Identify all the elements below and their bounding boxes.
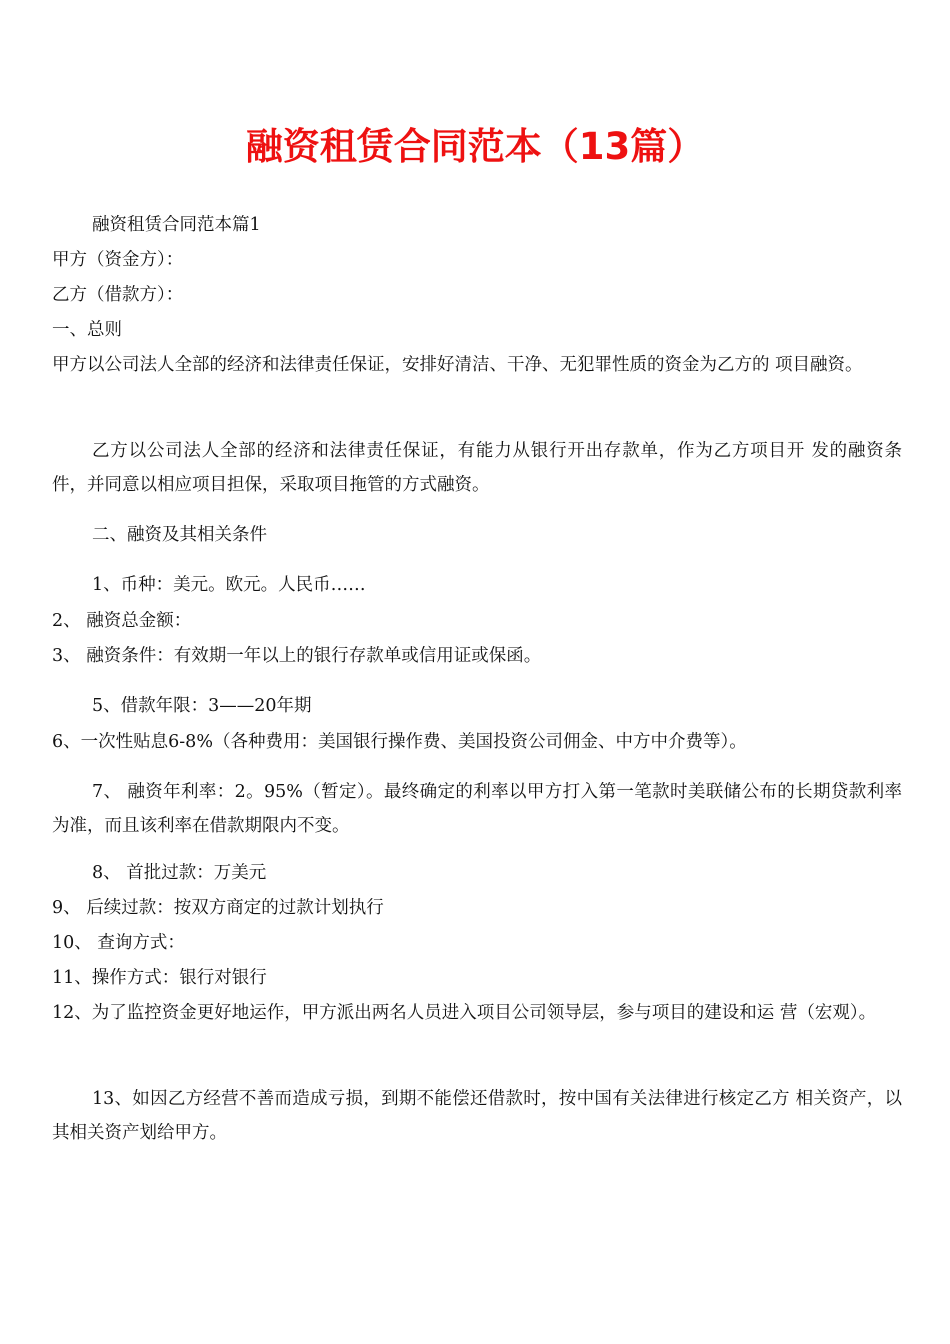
clause-supervision: 12、为了监控资金更好地运作，甲方派出两名人员进入项目公司领导层，参与项目的建设和运 营（宏观）。 — [52, 1003, 877, 1023]
clause-discount: 6、一次性贴息6-8%（各种费用：美国银行操作费、美国投资公司佣金、中方中介费等）。 — [52, 732, 747, 752]
clause-first-payment: 8、 首批过款：万美元 — [92, 863, 267, 883]
general-heading: 一、总则 — [52, 320, 122, 340]
clause-interest-rate: 7、 融资年利率：2。95%（暂定）。最终确定的利率以甲方打入第一笔款时美联储公布的长期贷款利率为准，而且该利率在借款期限内不变。 — [52, 782, 902, 836]
clause-term: 5、借款年限：3——20年期 — [92, 696, 312, 716]
general-paragraph-a: 甲方以公司法人全部的经济和法律责任保证，安排好清洁、干净、无犯罪性质的资金为乙方的 项目融资。 — [52, 355, 863, 375]
clause-total-amount: 2、 融资总金额： — [52, 611, 192, 631]
section-heading-1: 融资租赁合同范本篇1 — [92, 215, 261, 235]
clause-inquiry: 10、 查询方式： — [52, 933, 185, 953]
document-title: 融资租赁合同范本（13篇） — [245, 125, 705, 168]
party-a-line: 甲方（资金方）： — [52, 250, 184, 270]
general-paragraph-b: 乙方以公司法人全部的经济和法律责任保证，有能力从银行开出存款单，作为乙方项目开 发的融资条件，并同意以相应项目担保，采取项目拖管的方式融资。 — [52, 441, 902, 495]
clause-currency: 1、币种：美元。欧元。人民币…… — [92, 575, 366, 595]
party-b-line: 乙方（借款方）： — [52, 285, 184, 305]
clause-loss: 13、如因乙方经营不善而造成亏损，到期不能偿还借款时，按中国有关法律进行核定乙方 相关资产，以其相关资产划给甲方。 — [52, 1089, 902, 1143]
conditions-heading: 二、融资及其相关条件 — [92, 525, 267, 545]
clause-operation: 11、操作方式：银行对银行 — [52, 968, 267, 988]
clause-condition: 3、 融资条件：有效期一年以上的银行存款单或信用证或保函。 — [52, 646, 542, 666]
clause-subsequent-payment: 9、 后续过款：按双方商定的过款计划执行 — [52, 898, 384, 918]
